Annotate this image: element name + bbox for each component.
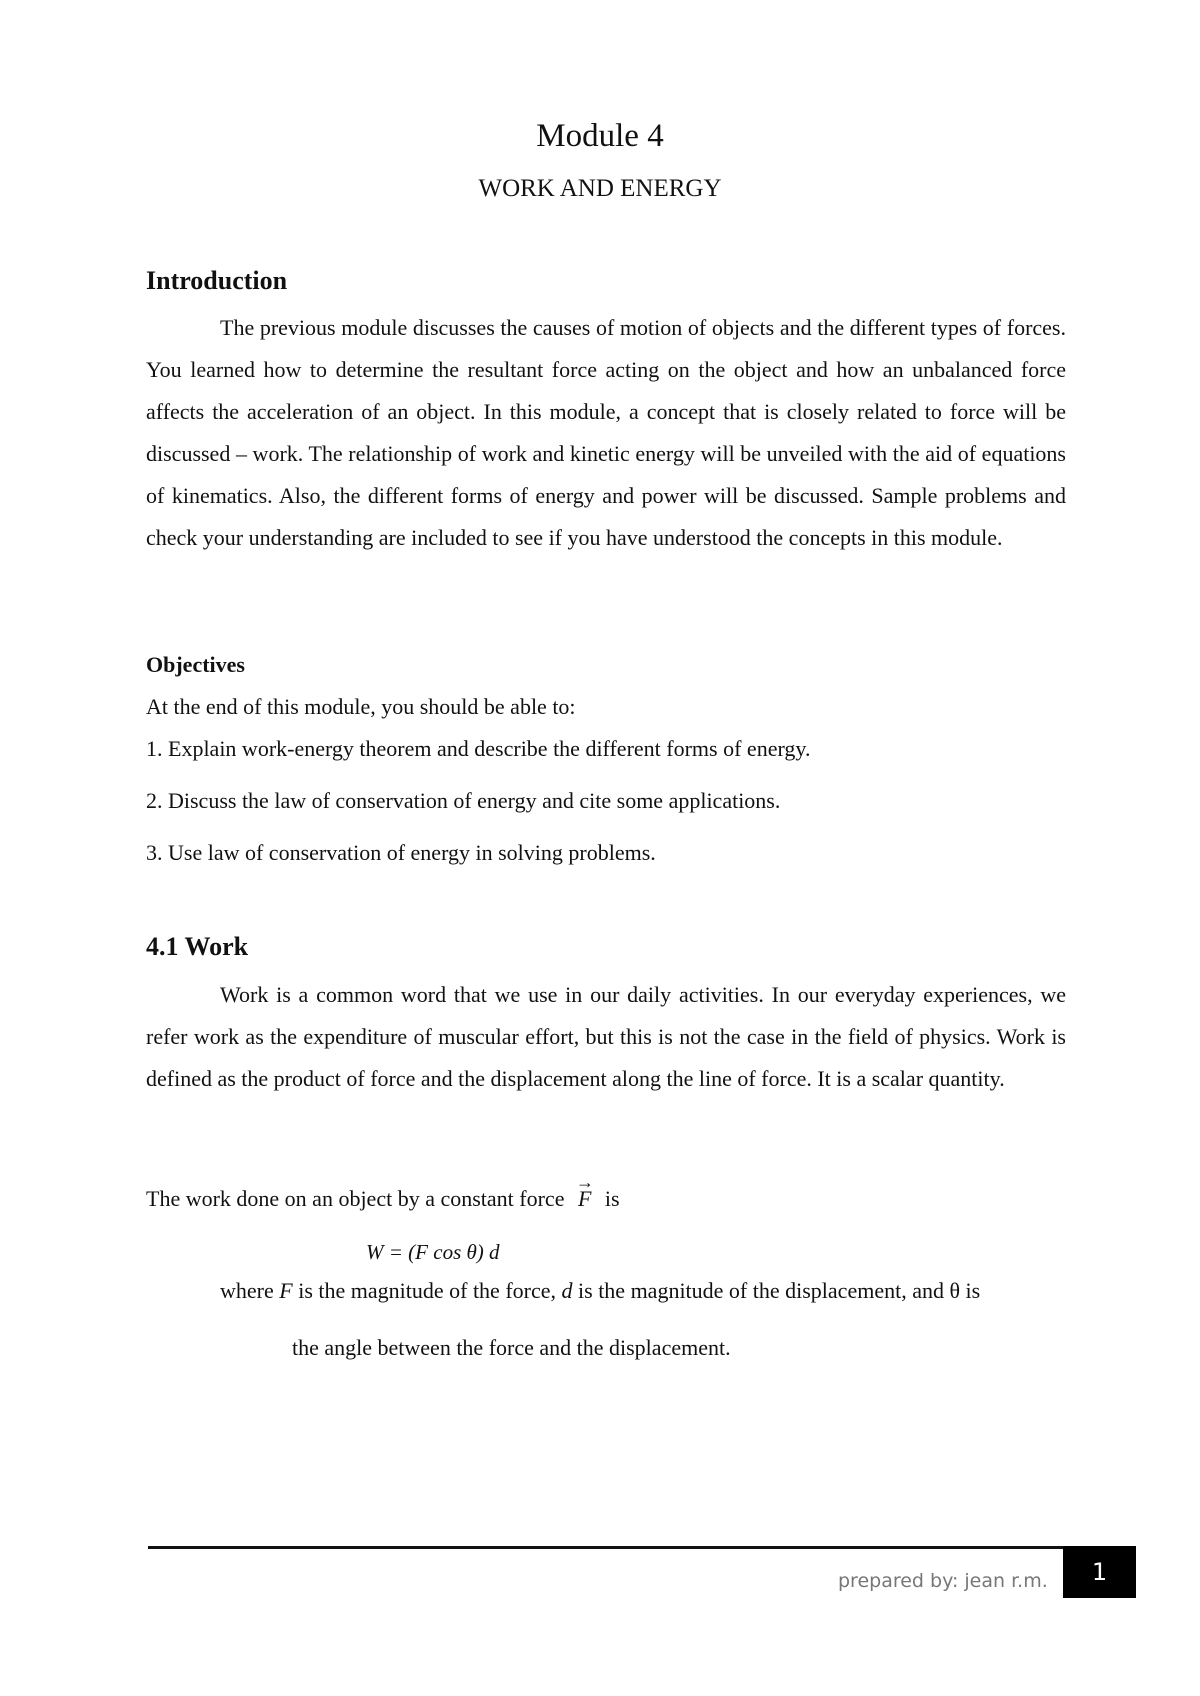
is-text: is	[604, 1186, 620, 1211]
variable-f: F	[279, 1278, 293, 1303]
vector-arrow-icon: →	[575, 1172, 594, 1192]
variable-d: d	[561, 1278, 573, 1303]
module-title: Module 4	[536, 118, 664, 154]
introduction-paragraph: The previous module discusses the causes of motion of objects and the different types of forces. You learned how to determine the resultant force acting on the object and how an unbalanced force affects the acceleration of an object. In this module, a concept that is closely related to force will be discussed – work. The relationship of work and kinetic energy will be unveiled with the aid of equations of kinematics. Also, the different forms of energy and power will be discussed. Sample problems and check your understanding are included to see if you have understood the concepts in this module.	[146, 315, 1066, 550]
objective-item-1: 1. Explain work-energy theorem and describe the different forms of energy.	[146, 736, 811, 761]
angle-definition-line: the angle between the force and the displacement.	[292, 1335, 731, 1360]
objectives-heading: Objectives	[146, 652, 245, 677]
constant-force-text: The work done on an object by a constant force	[146, 1186, 565, 1211]
where-displacement-text: is the magnitude of the displacement, and θ is	[578, 1278, 981, 1303]
page-number: 1	[1091, 1558, 1108, 1586]
constant-force-line	[146, 1172, 620, 1212]
where-line	[220, 1278, 980, 1304]
work-section-heading: 4.1 Work	[146, 932, 249, 961]
force-vector-symbol: → F	[575, 1172, 594, 1211]
page-number-badge	[1063, 1546, 1136, 1598]
where-force-text: is the magnitude of the force,	[298, 1278, 557, 1303]
footer-prepared-by: prepared by: jean r.m.	[838, 1570, 1048, 1592]
footer-divider	[148, 1546, 1136, 1549]
formula-w: W	[366, 1240, 384, 1264]
objective-item-3: 3. Use law of conservation of energy in solving problems.	[146, 840, 656, 865]
objective-item-2: 2. Discuss the law of conservation of energy and cite some applications.	[146, 788, 781, 813]
work-section-paragraph: Work is a common word that we use in our daily activities. In our everyday experiences, we refer work as the expenditure of muscular effort, but this is not the case in the field of physics. Work is defined as the product of force and the displacement along the line of force. It is a scalar quantity.	[146, 982, 1066, 1091]
module-subtitle: WORK AND ENERGY	[478, 175, 722, 202]
formula-rest: = (F cos θ) d	[388, 1240, 500, 1264]
objectives-lead: At the end of this module, you should be able to:	[146, 694, 576, 719]
work-formula	[366, 1240, 500, 1265]
where-word: where	[220, 1278, 274, 1303]
introduction-heading: Introduction	[146, 266, 288, 295]
